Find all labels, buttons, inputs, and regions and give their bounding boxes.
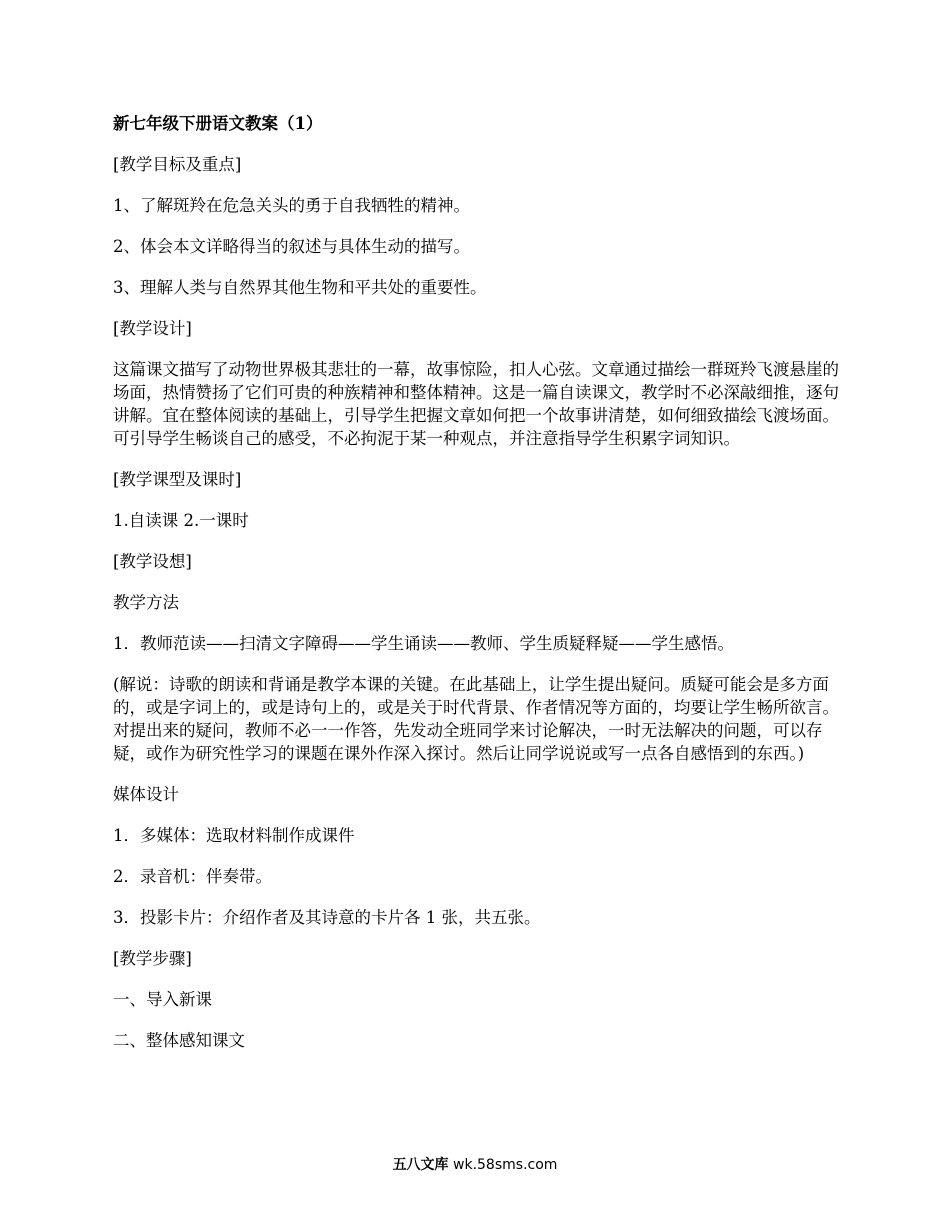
goal-item: 1、了解斑羚在危急关头的勇于自我牺牲的精神。 [113, 196, 470, 215]
body-paragraph: (解说：诗歌的朗读和背诵是教学本课的关键。在此基础上，让学生提出疑问。质疑可能会是多方面的，或是字词上的，或是诗句上的，或是关于时代背景、作者情况等方面的，均要让学生畅所欲言。对提出来的疑问，教师不必一一作答，先发动全班同学来讨论解决，一时无法解决的问题，可以存疑，或作为研究性学习的课题在课外作深入探讨。然后让同学说说或写一点各自感悟到的东西。) [113, 675, 839, 763]
page-footer [0, 1154, 950, 1174]
section-heading: [教学目标及重点] [113, 155, 242, 174]
step-heading: 一、导入新课 [113, 990, 212, 1009]
body-paragraph: 1.自读课 2.一课时 [113, 511, 249, 530]
subheading: 媒体设计 [113, 785, 179, 804]
subheading: 教学方法 [113, 593, 179, 612]
footer-url: wk.58sms.com [453, 1157, 558, 1173]
section-heading: [教学设计] [113, 319, 192, 338]
list-item: 1．多媒体：选取材料制作成课件 [113, 826, 355, 845]
goal-item: 3、理解人类与自然界其他生物和平共处的重要性。 [113, 278, 487, 297]
document-title: 新七年级下册语文教案（1） [113, 114, 323, 133]
list-item: 3．投影卡片：介绍作者及其诗意的卡片各 1 张，共五张。 [113, 908, 541, 927]
footer-brand: 五八文库 [392, 1157, 449, 1173]
section-heading: [教学课型及课时] [113, 470, 242, 489]
section-heading: [教学设想] [113, 552, 192, 571]
body-paragraph: 1．教师范读——扫清文字障碍——学生诵读——教师、学生质疑释疑——学生感悟。 [113, 634, 734, 653]
list-item: 2．录音机：伴奏带。 [113, 867, 272, 886]
body-paragraph: 这篇课文描写了动物世界极其悲壮的一幕，故事惊险，扣人心弦。文章通过描绘一群斑羚飞渡悬崖的场面，热情赞扬了它们可贵的种族精神和整体精神。这是一篇自读课文，教学时不必深敲细推，逐句讲解。宜在整体阅读的基础上，引导学生把握文章如何把一个故事讲清楚，如何细致描绘飞渡场面。可引导学生畅谈自己的感受，不必拘泥于某一种观点，并注意指导学生积累字词知识。 [113, 360, 839, 448]
document-body [113, 112, 841, 1070]
goal-item: 2、体会本文详略得当的叙述与具体生动的描写。 [113, 237, 470, 256]
step-heading: 二、整体感知课文 [113, 1031, 245, 1050]
section-heading: [教学步骤] [113, 949, 192, 968]
